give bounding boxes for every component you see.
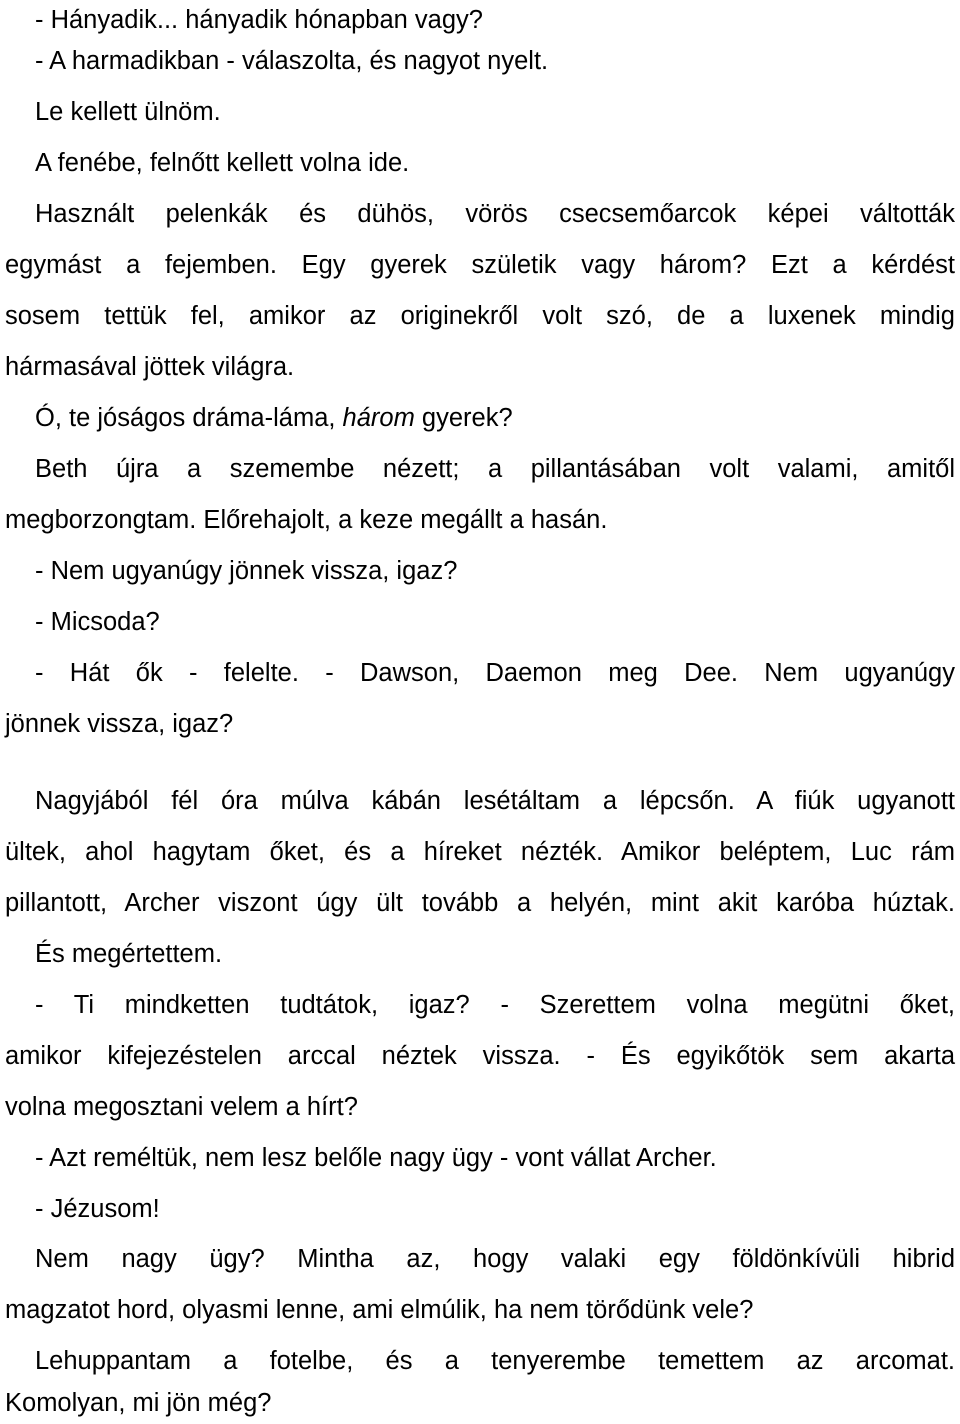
text-line-dialogue: - Micsoda? <box>35 608 160 636</box>
text-line: És megértettem. <box>35 940 223 968</box>
text-segment: gyerek? <box>414 404 513 432</box>
text-line: sosem tettük fel, amikor az originekről volt szó, de a luxenek mindig <box>5 302 955 330</box>
text-line: volna megosztani velem a hírt? <box>5 1093 358 1121</box>
text-line: Nem nagy ügy? Mintha az, hogy valaki egy földönkívüli hibrid <box>35 1245 955 1273</box>
text-line: Nagyjából fél óra múlva kábán lesétáltam a lépcsőn. A fiúk ugyanott <box>35 787 955 815</box>
text-line-dialogue: - Hányadik... hányadik hónapban vagy? <box>35 6 483 34</box>
text-line: pillantott, Archer viszont úgy ült tovább a helyén, mint akit karóba húztak. <box>5 889 955 917</box>
text-line-dialogue: - Hát ők - felelte. - Dawson, Daemon meg Dee. Nem ugyanúgy <box>35 659 955 687</box>
text-line-dialogue: - Azt reméltük, nem lesz belőle nagy ügy - vont vállat Archer. <box>35 1144 717 1172</box>
text-line: Lehuppantam a fotelbe, és a tenyerembe temettem az arcomat. <box>35 1347 955 1375</box>
text-line: Le kellett ülnöm. <box>35 98 221 126</box>
text-segment: Ó, te jóságos dráma-láma, <box>35 404 343 432</box>
text-line: Használt pelenkák és dühös, vörös csecsemőarcok képei váltották <box>35 200 955 228</box>
text-line: magzatot hord, olyasmi lenne, ami elmúlik, ha nem törődünk vele? <box>5 1296 754 1324</box>
text-line-dialogue: - Jézusom! <box>35 1195 160 1223</box>
text-line-dialogue: - Ti mindketten tudtátok, igaz? - Szerettem volna megütni őket, <box>35 991 955 1019</box>
text-line: ültek, ahol hagytam őket, és a híreket nézték. Amikor beléptem, Luc rám <box>5 838 955 866</box>
emphasized-word: három <box>342 404 415 432</box>
text-line: Beth újra a szemembe nézett; a pillantásában volt valami, amitől <box>35 455 955 483</box>
text-line-with-emphasis <box>5 401 955 435</box>
text-line: Komolyan, mi jön még? <box>5 1389 272 1417</box>
text-line: egymást a fejemben. Egy gyerek születik vagy három? Ezt a kérdést <box>5 251 955 279</box>
text-line: amikor kifejezéstelen arccal néztek vissza. - És egyikőtök sem akarta <box>5 1042 955 1070</box>
text-line-dialogue: - A harmadikban - válaszolta, és nagyot nyelt. <box>35 47 549 75</box>
text-line: hármasával jöttek világra. <box>5 353 295 381</box>
text-line-dialogue: - Nem ugyanúgy jönnek vissza, igaz? <box>35 557 458 585</box>
text-line: A fenébe, felnőtt kellett volna ide. <box>35 149 410 177</box>
text-line: megborzongtam. Előrehajolt, a keze megállt a hasán. <box>5 506 608 534</box>
text-line: jönnek vissza, igaz? <box>5 710 234 738</box>
